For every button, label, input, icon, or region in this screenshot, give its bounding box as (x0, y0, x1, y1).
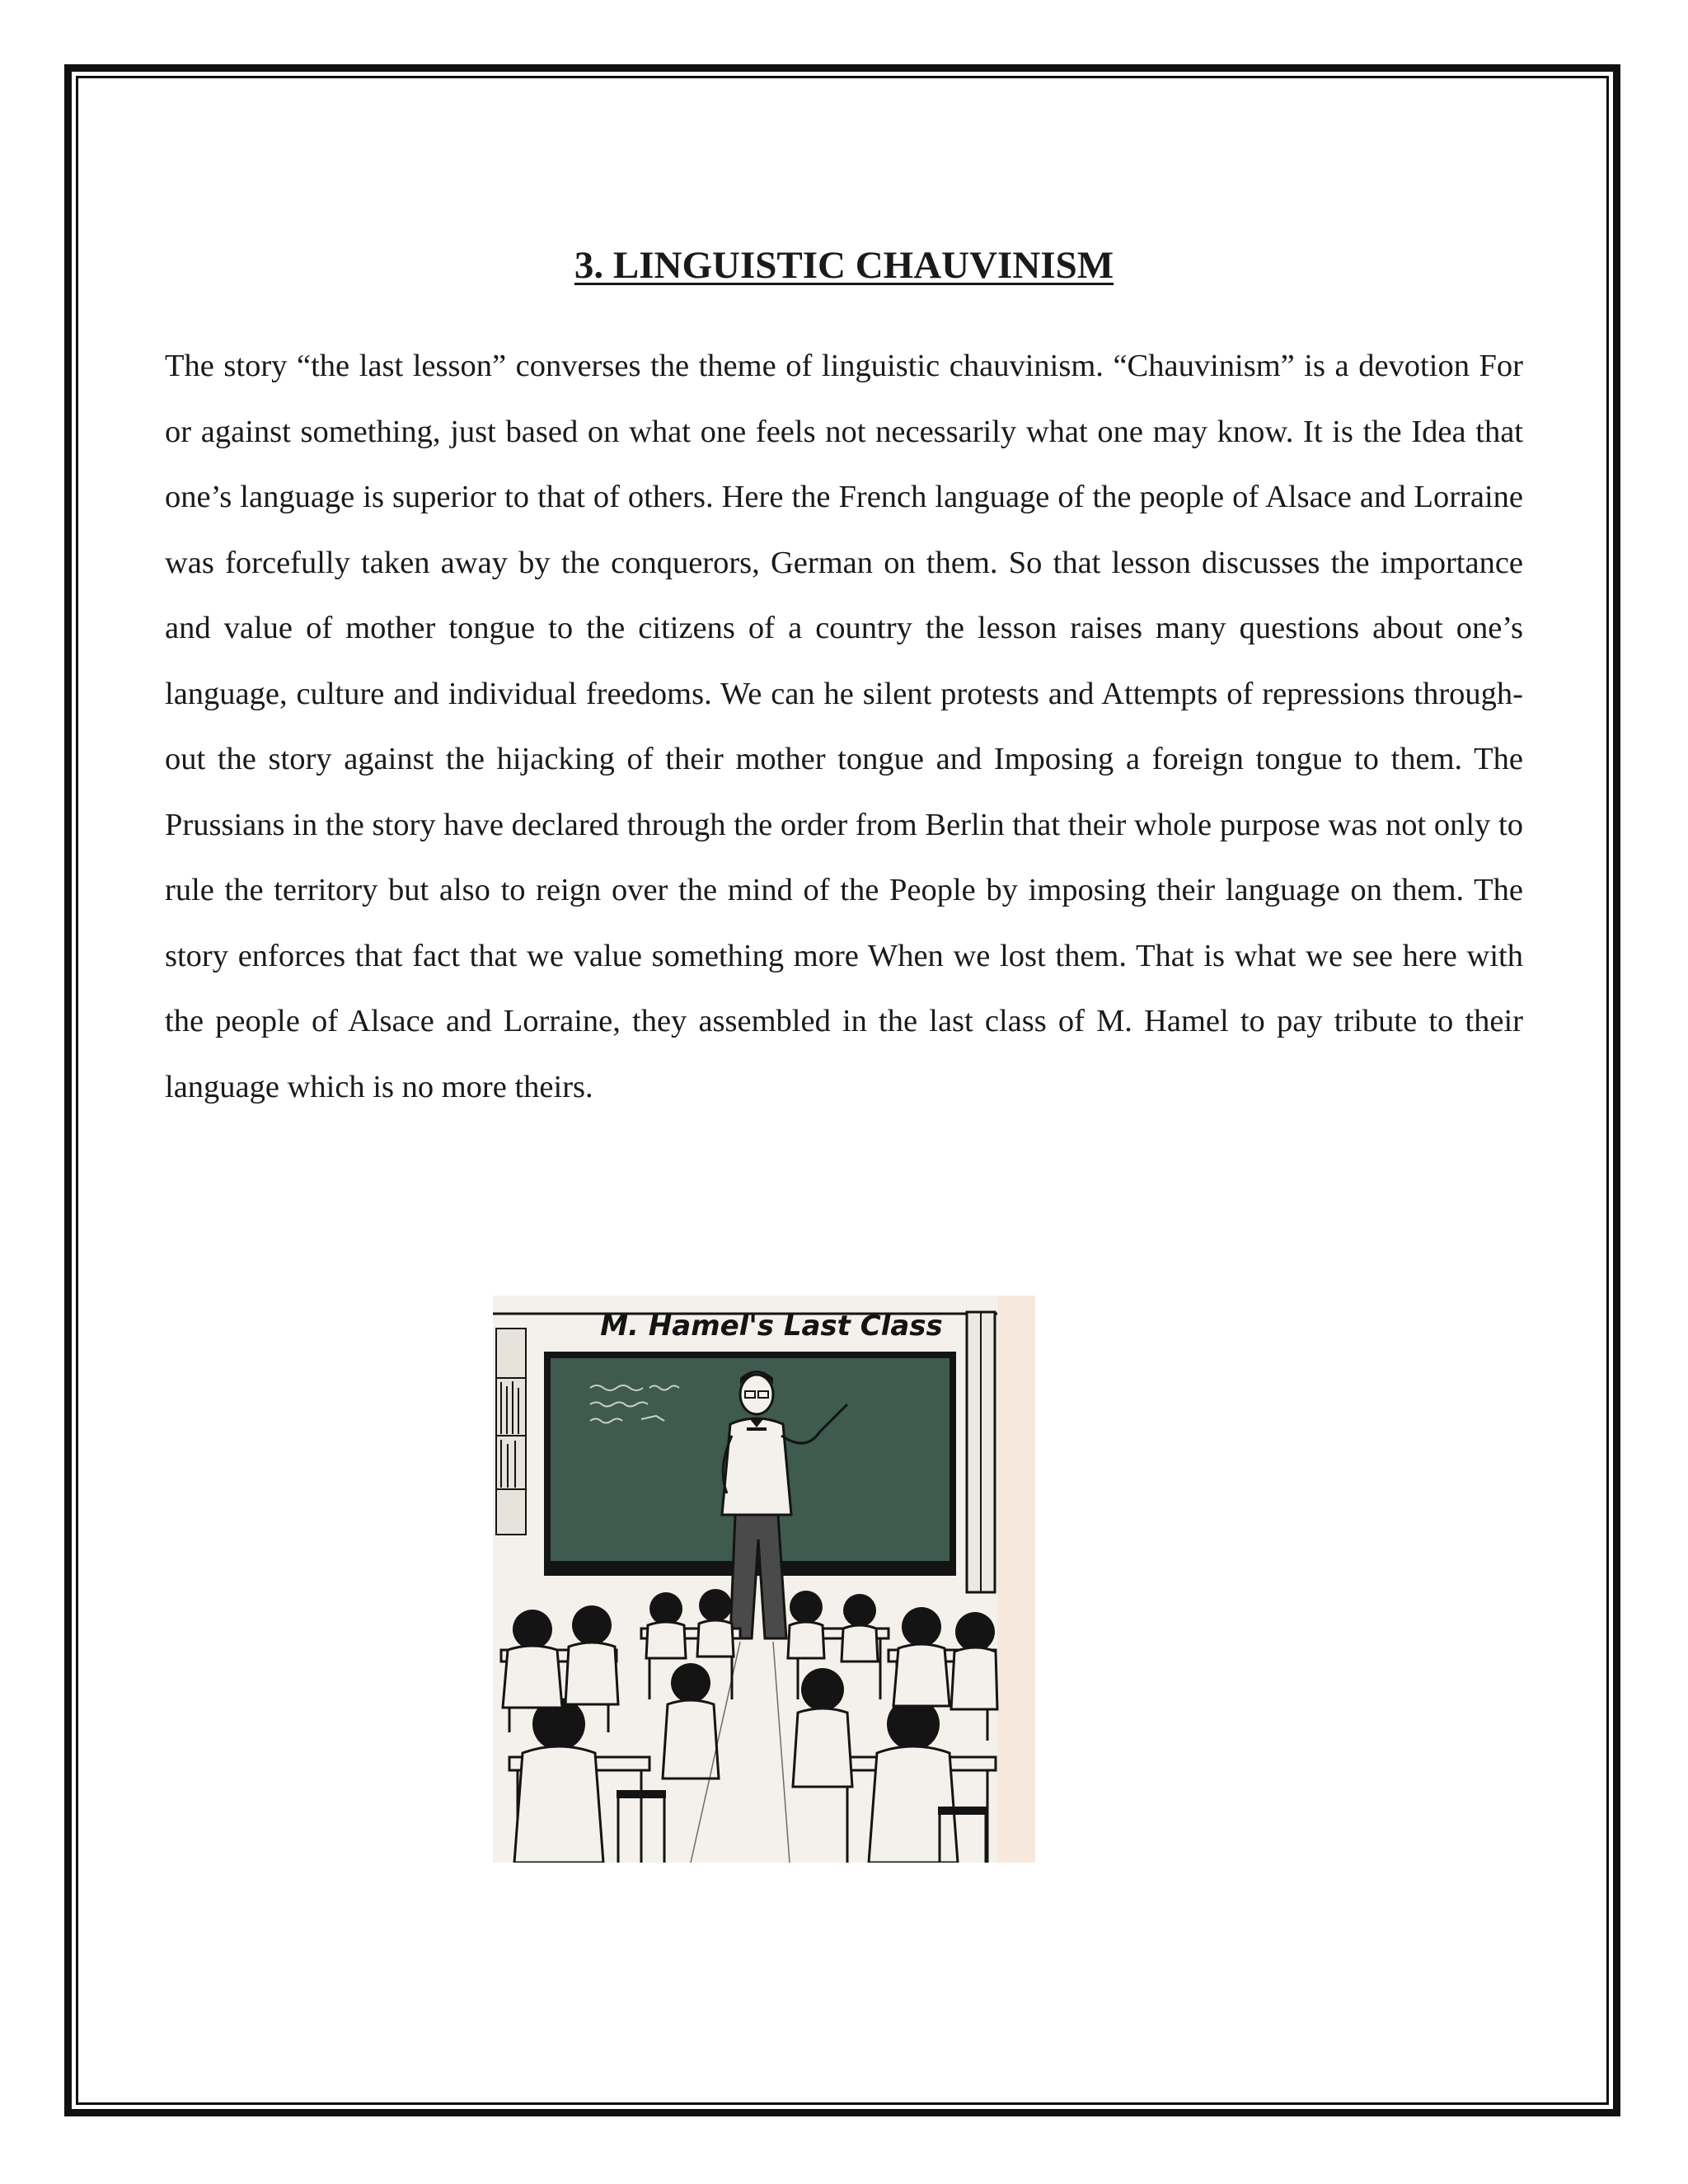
body-paragraph: The story “the last lesson” converses the theme of linguistic chauvinism. “Chauvinism” is a devotion For or against something, just based on what one feels not necessarily what one may know. It is the Idea that one’s language is superior to that of others. Here the French language of the people of Alsace and Lorraine was forcefully taken away by the conquerors, German on them. So that lesson discusses the importance and value of mother tongue to the citizens of a country the lesson raises many questions about one’s language, culture and individual freedoms. We can he silent protests and Attempts of repressions through-out the story against the hijacking of their mother tongue and Imposing a foreign tongue to them. The Prussians in the story have declared through the order from Berlin that their whole purpose was not only to rule the territory but also to reign over the mind of the People by imposing their language on them. The story enforces that fact that we value something more When we lost them. That is what we see here with the people of Alsace and Lorraine, they assembled in the last class of M. Hamel to pay tribute to their language which is no more theirs. (165, 349, 1523, 1104)
page-heading: 3. LINGUISTIC CHAUVINISM (574, 244, 1114, 287)
illustration-caption: M. Hamel's Last Class (600, 1310, 943, 1343)
classroom-drawing (493, 1296, 1035, 1863)
classroom-illustration (493, 1296, 1035, 1863)
